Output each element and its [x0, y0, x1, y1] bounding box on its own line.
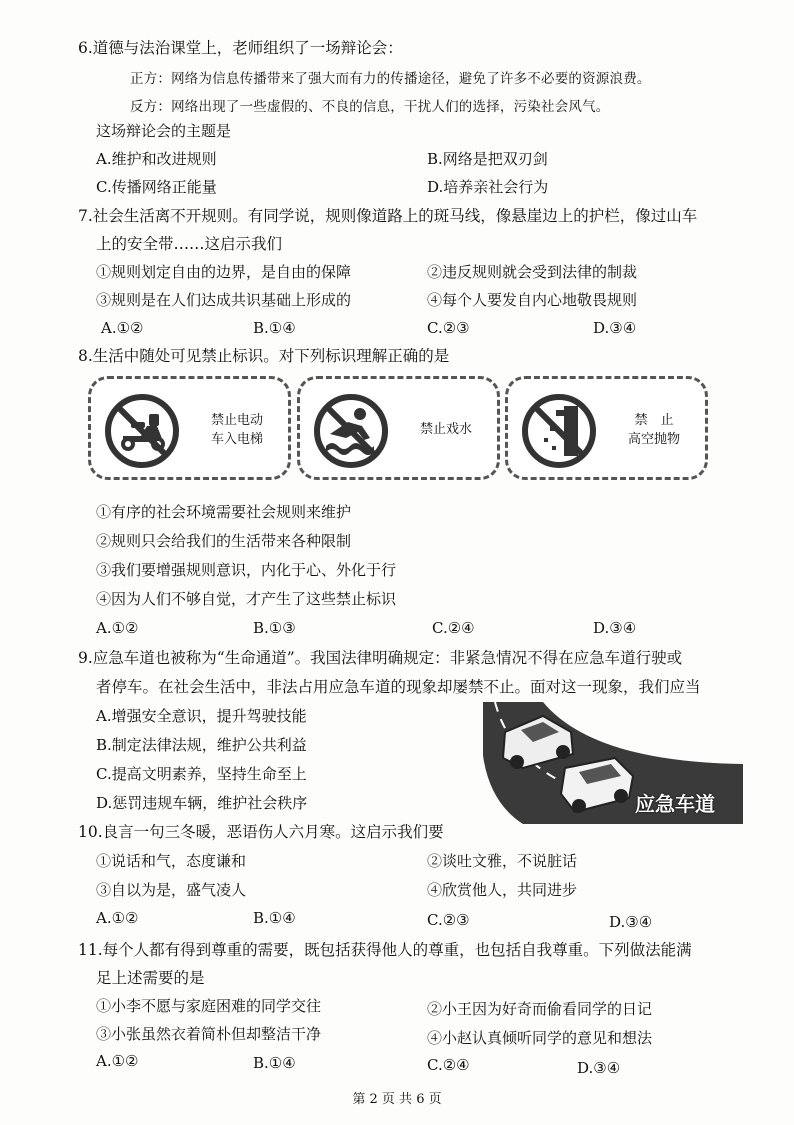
q10-statement-3: ③自以为是，盛气凌人 [96, 881, 247, 899]
q9-option-d: D.惩罚违规车辆，维护社会秩序 [96, 794, 308, 812]
q6-con-statement: 反方：网络出现了一些虚假的、不良的信息，干扰人们的选择，污染社会风气。 [130, 99, 610, 115]
q11-option-b: B.①④ [253, 1054, 296, 1072]
q8-option-d: D.③④ [593, 619, 637, 637]
q6-option-a: A.维护和改进规则 [96, 150, 217, 168]
sign-caption-1: 禁止电动 车入电梯 [210, 413, 263, 447]
emergency-lane-label: 应急车道 [635, 792, 715, 816]
q8-option-b: B.①③ [253, 619, 296, 637]
q7-statement-4: ④每个人要发自内心地敬畏规则 [427, 291, 638, 309]
q7-stem-line2: 上的安全带……这启示我们 [96, 235, 283, 253]
q6-option-d: D.培养亲社会行为 [427, 178, 549, 196]
q6-stem: 6.道德与法治课堂上，老师组织了一场辩论会： [78, 39, 403, 57]
q9-option-b: B.制定法律法规，维护公共利益 [96, 736, 307, 754]
q7-option-a: A.①② [101, 319, 144, 337]
q8-statement-3: ③我们要增强规则意识，内化于心、外化于行 [96, 561, 397, 579]
q8-statement-2: ②规则只会给我们的生活带来各种限制 [96, 532, 352, 550]
sign-no-playing-in-water [297, 376, 500, 480]
q9-stem-line2: 者停车。在社会生活中，非法占用应急车道的现象却屡禁不止。面对这一现象，我们应当 [96, 678, 701, 696]
no-swimming-icon [312, 392, 390, 470]
q10-statement-4: ④欣赏他人，共同进步 [427, 881, 578, 899]
no-high-altitude-throwing-icon [520, 392, 598, 470]
q11-statement-2: ②小王因为好奇而偷看同学的日记 [427, 1000, 653, 1018]
q6-pro-statement: 正方：网络为信息传播带来了强大而有力的传播途径，避免了许多不必要的资源浪费。 [130, 71, 651, 87]
q11-stem-line2: 足上述需要的是 [96, 969, 205, 987]
q10-option-d: D.③④ [609, 913, 653, 931]
q11-statement-1: ①小李不愿与家庭困难的同学交往 [96, 997, 322, 1015]
q9-option-a: A.增强安全意识，提升驾驶技能 [96, 707, 307, 725]
q9-option-c: C.提高文明素养，坚持生命至上 [96, 765, 307, 783]
q10-statement-2: ②谈吐文雅，不说脏话 [427, 852, 578, 870]
q9-stem-line1: 9.应急车道也被称为“生命通道”。我国法律明确规定：非紧急情况不得在应急车道行驶或 [78, 649, 683, 667]
q8-statement-4: ④因为人们不够自觉，才产生了这些禁止标识 [96, 590, 397, 608]
q6-option-b: B.网络是把双刃剑 [427, 150, 548, 168]
q11-statement-4: ④小赵认真倾听同学的意见和想法 [427, 1029, 653, 1047]
q11-stem-line1: 11.每个人都有得到尊重的需要，既包括获得他人的尊重，也包括自我尊重。下列做法能满 [78, 941, 692, 959]
q6-option-c: C.传播网络正能量 [96, 178, 217, 196]
no-ebike-icon [103, 392, 181, 470]
q8-stem: 8.生活中随处可见禁止标识。对下列标识理解正确的是 [78, 347, 450, 365]
emergency-lane-illustration [483, 702, 743, 824]
page-footer: 第 2 页 共 6 页 [352, 1092, 442, 1107]
sign-no-ebike-in-elevator [88, 376, 291, 480]
q8-option-c: C.②④ [432, 619, 475, 637]
q10-statement-1: ①说话和气，态度谦和 [96, 852, 247, 870]
q10-option-a: A.①② [96, 909, 139, 927]
q10-option-b: B.①④ [253, 909, 296, 927]
q7-statement-1: ①规则划定自由的边界，是自由的保障 [96, 263, 352, 281]
q6-ask: 这场辩论会的主题是 [96, 122, 232, 140]
q10-stem: 10.良言一句三冬暖，恶语伤人六月寒。这启示我们要 [78, 823, 444, 841]
q7-stem-line1: 7.社会生活离不开规则。有同学说，规则像道路上的斑马线，像悬崖边上的护栏，像过山车 [78, 207, 698, 225]
q7-statement-3: ③规则是在人们达成共识基础上形成的 [96, 291, 352, 309]
q7-statement-2: ②违反规则就会受到法律的制裁 [427, 263, 638, 281]
q11-option-d: D.③④ [577, 1059, 621, 1077]
q10-option-c: C.②③ [427, 911, 470, 929]
q7-option-b: B.①④ [253, 319, 296, 337]
q8-statement-1: ①有序的社会环境需要社会规则来维护 [96, 503, 352, 521]
q7-option-d: D.③④ [593, 319, 637, 337]
q8-option-a: A.①② [96, 619, 139, 637]
sign-caption-2: 禁止戏水 [419, 422, 472, 437]
sign-no-throwing-from-height [505, 376, 708, 480]
q11-statement-3: ③小张虽然衣着简朴但却整洁干净 [96, 1025, 322, 1043]
sign-caption-3: 禁 止 高空抛物 [627, 413, 680, 447]
q11-option-a: A.①② [96, 1052, 139, 1070]
q7-option-c: C.②③ [427, 319, 470, 337]
q11-option-c: C.②④ [427, 1056, 470, 1074]
